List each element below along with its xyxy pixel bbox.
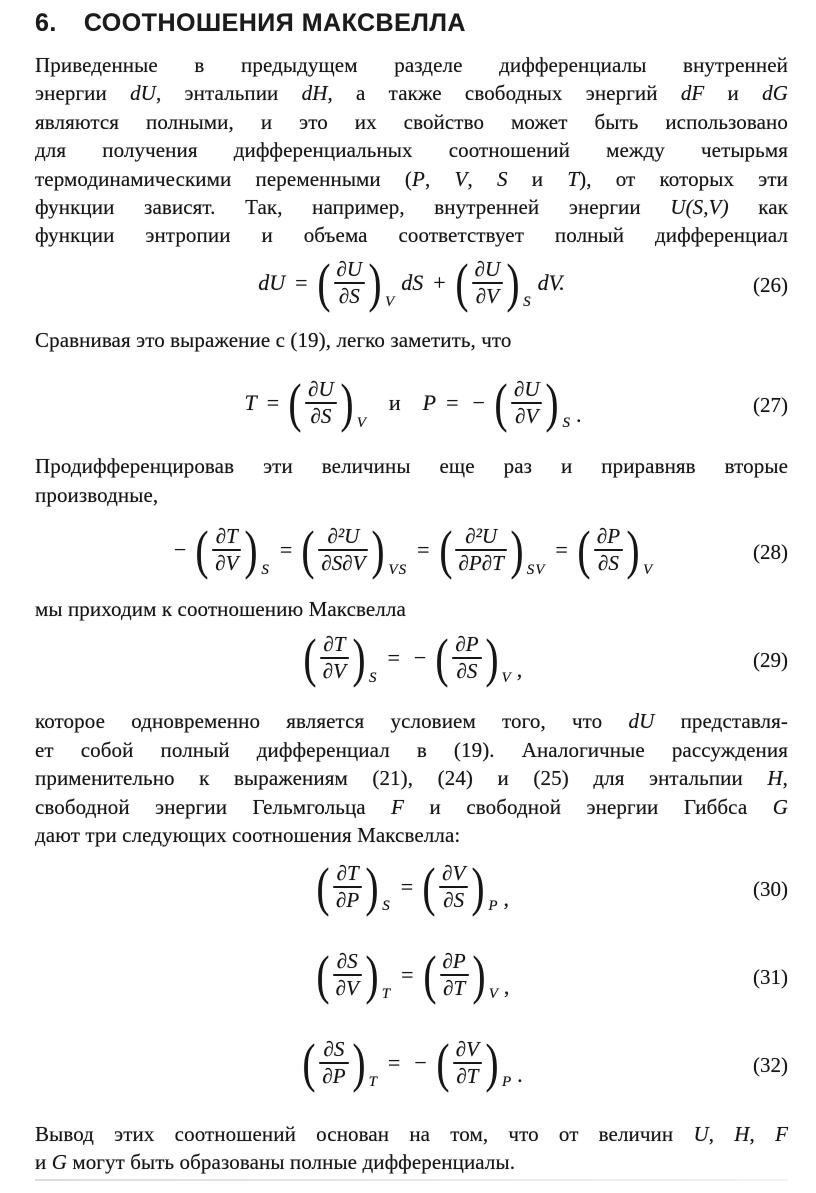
text-run: могут быть образованы полные дифференциалы. bbox=[66, 1149, 516, 1174]
text-line bbox=[35, 595, 788, 623]
partial-derivative-group bbox=[575, 520, 656, 581]
operator: + bbox=[433, 269, 446, 295]
held-constant-subscript: V bbox=[501, 669, 512, 686]
formula-27 bbox=[242, 373, 582, 434]
numerator: ∂V bbox=[442, 860, 466, 885]
denominator: ∂V bbox=[335, 975, 359, 1000]
paragraph-intro bbox=[35, 51, 788, 250]
paragraph-conclusion bbox=[35, 1120, 788, 1177]
numerator: ∂U bbox=[308, 377, 334, 402]
partial-derivative-group bbox=[315, 252, 399, 313]
operator: = bbox=[387, 645, 400, 671]
text-run: представля- bbox=[654, 709, 788, 734]
operator: = bbox=[446, 390, 459, 416]
denominator: ∂S∂V bbox=[321, 551, 366, 576]
text-run: функции зависят. Так, например, внутренней энергии bbox=[35, 195, 671, 220]
partial-derivative-group bbox=[314, 944, 395, 1005]
numerator: ∂²U bbox=[327, 524, 360, 549]
partial-derivative-group bbox=[433, 628, 514, 689]
text-run: Продифференцировав эти величины еще раз и приравняв вторые bbox=[35, 454, 788, 479]
held-constant-subscript: V bbox=[385, 294, 396, 311]
denominator: ∂P bbox=[322, 1063, 346, 1088]
text-line bbox=[35, 165, 788, 193]
held-constant-subscript: P bbox=[501, 1074, 513, 1090]
denominator: ∂S bbox=[456, 659, 478, 684]
fraction bbox=[452, 633, 481, 683]
partial-derivative-group bbox=[300, 1032, 381, 1093]
held-constant-subscript: V bbox=[356, 414, 367, 431]
operator: = bbox=[555, 537, 568, 563]
text-line bbox=[35, 136, 788, 164]
operator: − bbox=[472, 390, 485, 416]
partial-derivative-group bbox=[286, 373, 370, 434]
math-symbol-inline: H bbox=[767, 766, 783, 791]
text-run: мы приходим к соотношению Максвелла bbox=[35, 597, 406, 622]
left-paren: ( bbox=[494, 373, 508, 434]
text-run: Вывод этих соотношений основан на том, что от величин bbox=[35, 1121, 694, 1146]
text-line bbox=[35, 821, 788, 849]
left-paren: ( bbox=[195, 520, 209, 581]
text-run: свободной энергии Гельмгольца bbox=[35, 794, 392, 819]
numerator: ∂T bbox=[215, 524, 238, 549]
section-heading bbox=[35, 8, 788, 38]
text-line bbox=[35, 1148, 788, 1176]
left-paren: ( bbox=[577, 520, 591, 581]
text-run: производные, bbox=[35, 482, 159, 507]
numerator: ∂V bbox=[455, 1036, 479, 1061]
math-symbol-inline: dF bbox=[680, 81, 705, 106]
page-bottom-rule bbox=[35, 1179, 788, 1181]
held-constant-subscript: T bbox=[381, 986, 392, 1002]
left-paren: ( bbox=[316, 856, 330, 917]
text-line bbox=[35, 108, 788, 136]
operator: = bbox=[279, 537, 293, 563]
conjunction-text: и bbox=[388, 390, 401, 416]
held-constant-subscript: T bbox=[368, 1074, 378, 1090]
left-paren: ( bbox=[435, 628, 449, 689]
numerator: ∂S bbox=[323, 1036, 345, 1061]
text-run: термодинамическими переменными ( bbox=[35, 166, 413, 191]
equation-30 bbox=[35, 856, 788, 928]
operator: = bbox=[401, 961, 414, 987]
left-paren: ( bbox=[422, 856, 436, 917]
denominator: ∂T bbox=[443, 975, 466, 1000]
text-run: применительно к выражениям (21), (24) и (25) для энтальпии bbox=[35, 766, 768, 791]
numerator: ∂U bbox=[474, 256, 501, 281]
partial-derivative-group bbox=[492, 373, 574, 434]
left-paren: ( bbox=[423, 944, 437, 1005]
math-symbol-inline: F bbox=[775, 1121, 788, 1146]
denominator: ∂S bbox=[597, 551, 619, 576]
math-symbol-inline: dU bbox=[628, 709, 655, 734]
formula-28 bbox=[167, 520, 656, 581]
left-paren: ( bbox=[316, 944, 330, 1005]
fraction bbox=[439, 862, 468, 912]
math-symbol-inline: dG bbox=[762, 81, 788, 106]
fraction bbox=[320, 633, 349, 683]
partial-derivative-group bbox=[453, 252, 535, 313]
text-run: энергии bbox=[35, 81, 131, 106]
operator: = bbox=[266, 390, 280, 416]
math-symbol-inline: dH bbox=[301, 81, 328, 106]
math-symbol-inline: U bbox=[693, 1121, 709, 1146]
equation-number-26: (26) bbox=[753, 272, 788, 297]
text-run: являются полными, и это их свойство может быть использовано bbox=[35, 109, 788, 134]
held-constant-subscript: V bbox=[488, 986, 499, 1002]
left-paren: ( bbox=[439, 520, 452, 581]
right-paren: ) bbox=[368, 252, 382, 313]
text-line bbox=[35, 481, 788, 509]
equation-number-30: (30) bbox=[753, 876, 788, 901]
punctuation: , bbox=[503, 885, 509, 911]
equation-29 bbox=[35, 628, 788, 699]
right-paren: ) bbox=[485, 1032, 499, 1093]
fraction bbox=[594, 525, 623, 575]
equation-32 bbox=[35, 1032, 788, 1104]
text-run: , bbox=[708, 1121, 735, 1146]
equation-number-29: (29) bbox=[753, 648, 788, 673]
numerator: ∂²U bbox=[465, 524, 498, 549]
formula-31 bbox=[314, 944, 510, 1005]
held-constant-subscript: S bbox=[261, 561, 270, 578]
equation-number-27: (27) bbox=[753, 393, 788, 418]
paragraph-compare bbox=[35, 326, 788, 354]
partial-derivative-group bbox=[437, 520, 549, 581]
formula-26 bbox=[255, 252, 568, 313]
fraction bbox=[212, 525, 241, 575]
fraction bbox=[511, 378, 543, 428]
numerator: ∂U bbox=[336, 256, 363, 281]
partial-derivative-group bbox=[193, 520, 273, 581]
right-paren: ) bbox=[352, 628, 366, 689]
operator: = bbox=[295, 269, 308, 295]
paragraph-differentiate bbox=[35, 452, 788, 509]
math-symbol-inline: V bbox=[454, 166, 468, 191]
left-paren: ( bbox=[288, 373, 302, 434]
partial-derivative-group bbox=[420, 856, 501, 917]
text-run: , bbox=[467, 166, 497, 191]
math-symbol-inline: dU bbox=[130, 81, 156, 106]
held-constant-subscript: P bbox=[488, 898, 499, 914]
right-paren: ) bbox=[510, 520, 524, 581]
text-run: , bbox=[424, 166, 455, 191]
text-run: функции энтропии и объема соответствует полный дифференциал bbox=[35, 223, 788, 248]
equation-31 bbox=[35, 944, 788, 1016]
punctuation: , bbox=[516, 657, 523, 683]
fraction bbox=[453, 1038, 482, 1088]
formula-29 bbox=[301, 628, 523, 689]
numerator: ∂T bbox=[336, 860, 359, 885]
denominator: ∂V bbox=[215, 551, 239, 576]
text-run: , bbox=[749, 1121, 776, 1146]
math-symbol: dV. bbox=[537, 269, 565, 295]
text-run: ), от которых эти bbox=[579, 166, 789, 191]
right-paren: ) bbox=[365, 944, 379, 1005]
partial-derivative-group bbox=[421, 944, 502, 1005]
left-paren: ( bbox=[436, 1032, 450, 1093]
held-constant-subscript: V bbox=[643, 561, 654, 578]
math-symbol-inline: F bbox=[391, 794, 405, 819]
partial-derivative-group bbox=[314, 856, 394, 917]
math-symbol-inline: G bbox=[51, 1149, 67, 1174]
text-line bbox=[35, 1120, 788, 1148]
text-run: которое одновременно является условием того, что bbox=[35, 709, 629, 734]
text-run: и bbox=[704, 81, 763, 106]
text-run: и bbox=[35, 1149, 52, 1174]
punctuation: , bbox=[503, 973, 510, 999]
math-symbol-inline: G bbox=[772, 794, 788, 819]
numerator: ∂S bbox=[336, 948, 358, 973]
held-constant-subscript: VS bbox=[388, 561, 408, 578]
math-symbol: T bbox=[244, 390, 257, 416]
partial-derivative-group bbox=[301, 628, 381, 689]
text-run: , bbox=[782, 766, 788, 791]
numerator: ∂U bbox=[513, 377, 540, 402]
formula-32 bbox=[300, 1032, 523, 1093]
numerator: ∂P bbox=[596, 524, 621, 549]
text-line bbox=[35, 452, 788, 480]
equation-26 bbox=[35, 252, 788, 324]
text-line bbox=[35, 79, 788, 107]
operator: = bbox=[417, 537, 430, 563]
text-run: Сравнивая это выражение с (19), легко заметить, что bbox=[35, 327, 512, 352]
equation-number-28: (28) bbox=[753, 540, 788, 565]
denominator: ∂P bbox=[336, 887, 360, 912]
text-run: и bbox=[507, 166, 568, 191]
text-line bbox=[35, 193, 788, 221]
denominator: ∂S bbox=[338, 283, 360, 308]
text-run: ет собой полный дифференциал в (19). Аналогичные рассуждения bbox=[35, 737, 788, 762]
partial-derivative-group bbox=[299, 520, 410, 581]
operator: = bbox=[400, 873, 414, 899]
text-run: для получения дифференциальных соотношений между четырьмя bbox=[35, 138, 788, 163]
section-title: СООТНОШЕНИЯ МАКСВЕЛЛА bbox=[83, 9, 466, 37]
operator: = bbox=[387, 1049, 401, 1075]
right-paren: ) bbox=[365, 856, 379, 917]
text-run: Приведенные в предыдущем разделе дифференциалы внутренней bbox=[35, 53, 788, 77]
text-line bbox=[35, 764, 788, 792]
operator: − bbox=[413, 645, 427, 671]
denominator: ∂S bbox=[443, 887, 465, 912]
fraction bbox=[318, 525, 368, 575]
text-line bbox=[35, 707, 788, 735]
denominator: ∂S bbox=[310, 404, 332, 429]
text-run: как bbox=[728, 195, 788, 220]
math-symbol: dS bbox=[401, 269, 424, 295]
math-symbol-inline: S bbox=[497, 166, 508, 191]
text-run: , а также свободных энергий bbox=[327, 81, 681, 106]
text-line bbox=[35, 326, 788, 354]
held-constant-subscript: S bbox=[562, 414, 571, 431]
math-symbol: P bbox=[422, 390, 437, 416]
numerator: ∂P bbox=[455, 632, 479, 657]
text-line bbox=[35, 51, 788, 79]
left-paren: ( bbox=[303, 628, 317, 689]
denominator: ∂V bbox=[322, 659, 346, 684]
left-paren: ( bbox=[455, 252, 469, 313]
math-symbol-inline: P bbox=[412, 166, 425, 191]
text-run: , энтальпии bbox=[155, 81, 302, 106]
math-symbol-inline: T bbox=[567, 166, 580, 191]
fraction bbox=[440, 950, 469, 1000]
left-paren: ( bbox=[301, 520, 315, 581]
right-paren: ) bbox=[244, 520, 258, 581]
numerator: ∂T bbox=[323, 632, 346, 657]
text-run: и свободной энергии Гиббса bbox=[404, 794, 773, 819]
paragraph-which bbox=[35, 707, 788, 849]
left-paren: ( bbox=[302, 1032, 316, 1093]
right-paren: ) bbox=[506, 252, 520, 313]
numerator: ∂P bbox=[442, 948, 466, 973]
math-symbol-inline: H bbox=[734, 1121, 750, 1146]
paragraph-arrive bbox=[35, 595, 788, 623]
formula-30 bbox=[314, 856, 509, 917]
equation-28 bbox=[35, 520, 788, 591]
fraction bbox=[333, 862, 362, 912]
right-paren: ) bbox=[485, 628, 498, 689]
punctuation: . bbox=[575, 402, 582, 428]
held-constant-subscript: SV bbox=[526, 561, 546, 578]
right-paren: ) bbox=[340, 373, 354, 434]
fraction bbox=[334, 258, 366, 308]
equation-27 bbox=[35, 373, 788, 444]
fraction bbox=[472, 258, 504, 308]
denominator: ∂T bbox=[456, 1063, 479, 1088]
right-paren: ) bbox=[471, 856, 485, 917]
fraction bbox=[455, 525, 506, 575]
operator: − bbox=[414, 1049, 427, 1075]
text-run: дают три следующих соотношения Максвелла: bbox=[35, 823, 461, 848]
right-paren: ) bbox=[626, 520, 640, 581]
denominator: ∂V bbox=[475, 283, 499, 308]
right-paren: ) bbox=[546, 373, 559, 434]
denominator: ∂P∂T bbox=[458, 551, 504, 576]
text-line bbox=[35, 221, 788, 249]
text-line bbox=[35, 793, 788, 821]
left-paren: ( bbox=[317, 252, 330, 313]
denominator: ∂V bbox=[515, 404, 539, 429]
held-constant-subscript: S bbox=[368, 669, 378, 686]
fraction bbox=[305, 378, 337, 428]
right-paren: ) bbox=[352, 1032, 366, 1093]
operator: − bbox=[173, 537, 187, 563]
punctuation: . bbox=[517, 1061, 523, 1087]
held-constant-subscript: S bbox=[382, 898, 391, 914]
partial-derivative-group bbox=[434, 1032, 515, 1093]
equation-number-31: (31) bbox=[753, 964, 788, 989]
section-number: 6. bbox=[35, 9, 57, 37]
math-symbol-inline: U(S,V) bbox=[670, 195, 729, 220]
equation-number-32: (32) bbox=[753, 1052, 788, 1077]
right-paren: ) bbox=[472, 944, 486, 1005]
text-line bbox=[35, 736, 788, 764]
fraction bbox=[333, 950, 362, 1000]
math-symbol: dU bbox=[258, 269, 286, 295]
fraction bbox=[319, 1038, 348, 1088]
held-constant-subscript: S bbox=[523, 294, 532, 311]
right-paren: ) bbox=[371, 520, 385, 581]
